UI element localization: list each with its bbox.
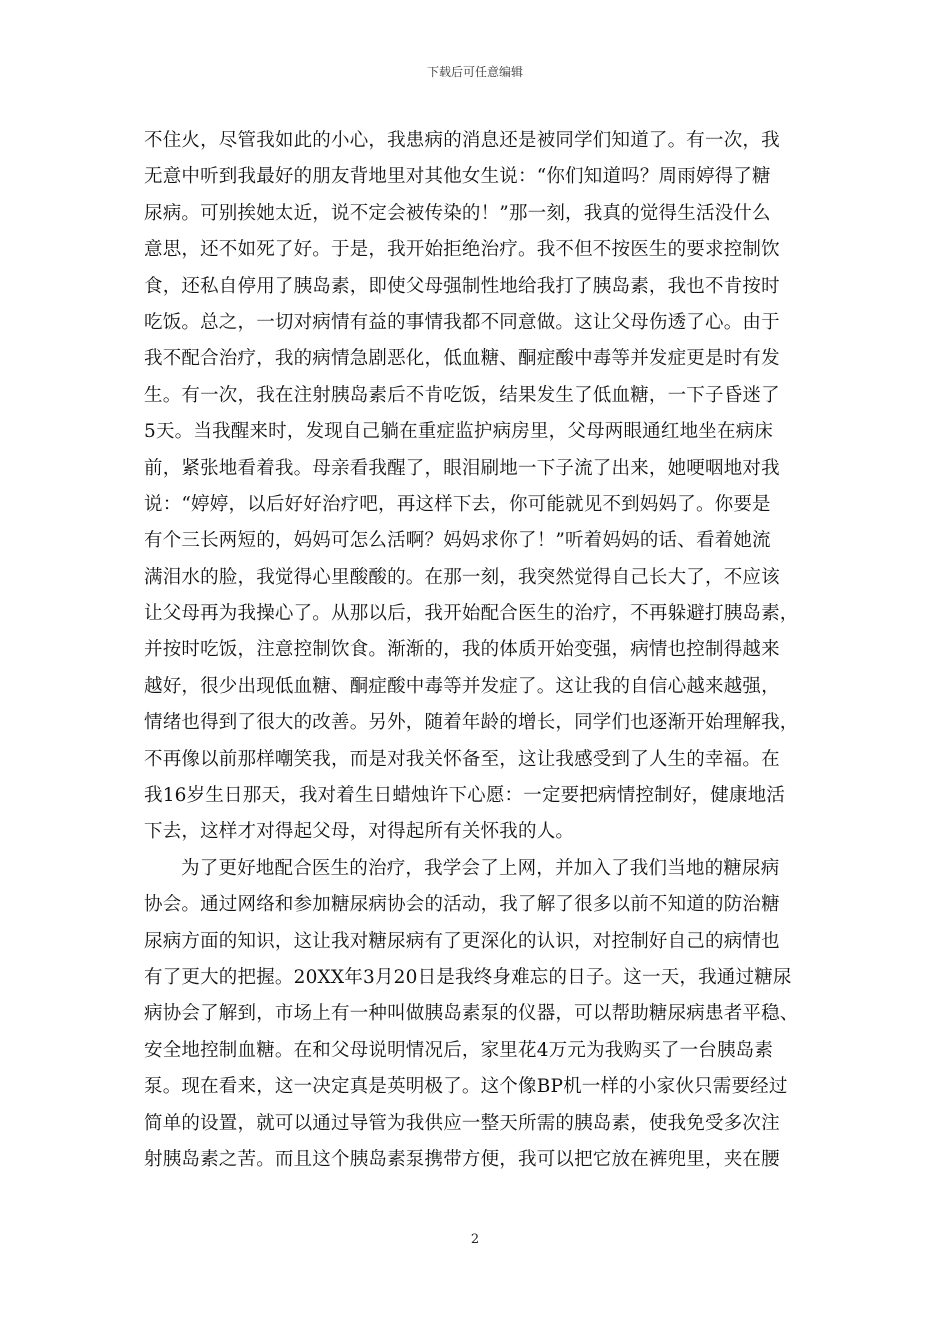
text-line: 满泪水的脸，我觉得心里酸酸的。在那一刻，我突然觉得自己长大了，不应该	[144, 566, 780, 588]
text-line: 情绪也得到了很大的改善。另外，随着年龄的增长，同学们也逐渐开始理解我，	[144, 712, 799, 734]
text-line: 食，还私自停用了胰岛素，即使父母强制性地给我打了胰岛素，我也不肯按时	[144, 275, 780, 297]
text-line: 我16岁生日那天，我对着生日蜡烛许下心愿：一定要把病情控制好，健康地活	[144, 785, 786, 807]
text-line: 意思，还不如死了好。于是，我开始拒绝治疗。我不但不按医生的要求控制饮	[144, 239, 780, 261]
page-number: 2	[470, 1232, 480, 1247]
text-line: 安全地控制血糖。在和父母说明情况后，家里花4万元为我购买了一台胰岛素	[144, 1039, 774, 1061]
text-line: 尿病方面的知识，这让我对糖尿病有了更深化的认识，对控制好自己的病情也	[144, 930, 780, 952]
text-line: 前，紧张地看着我。母亲看我醒了，眼泪刷地一下子流了出来，她哽咽地对我	[144, 457, 780, 479]
text-line: 下去，这样才对得起父母，对得起所有关怀我的人。	[144, 821, 575, 843]
text-line: 生。有一次，我在注射胰岛素后不肯吃饭，结果发生了低血糖，一下子昏迷了	[144, 384, 780, 406]
text-line: 泵。现在看来，这一决定真是英明极了。这个像BP机一样的小家伙只需要经过	[144, 1076, 788, 1098]
text-line: 简单的设置，就可以通过导管为我供应一整天所需的胰岛素，使我免受多次注	[144, 1112, 780, 1134]
text-line: 射胰岛素之苦。而且这个胰岛素泵携带方便，我可以把它放在裤兜里，夹在腰	[144, 1148, 780, 1170]
text-line: 为了更好地配合医生的治疗，我学会了上网，并加入了我们当地的糖尿病	[181, 857, 780, 879]
body-text	[144, 123, 806, 1178]
text-line: 让父母再为我操心了。从那以后，我开始配合医生的治疗，不再躲避打胰岛素，	[144, 603, 799, 625]
text-line: 越好，很少出现低血糖、酮症酸中毒等并发症了。这让我的自信心越来越强，	[144, 675, 780, 697]
text-line: 并按时吃饭，注意控制饮食。渐渐的，我的体质开始变强，病情也控制得越来	[144, 639, 780, 661]
text-line: 无意中听到我最好的朋友背地里对其他女生说：“你们知道吗？周雨婷得了糖	[144, 166, 771, 188]
page-header: 下载后可任意编辑	[426, 65, 523, 79]
text-line: 有个三长两短的，妈妈可怎么活啊？妈妈求你了！”听着妈妈的话、看着她流	[144, 530, 771, 552]
text-line: 吃饭。总之，一切对病情有益的事情我都不同意做。这让父母伤透了心。由于	[144, 311, 780, 333]
text-line: 病协会了解到，市场上有一种叫做胰岛素泵的仪器，可以帮助糖尿病患者平稳、	[144, 1003, 799, 1025]
text-line: 不住火，尽管我如此的小心，我患病的消息还是被同学们知道了。有一次，我	[144, 130, 780, 151]
text-line: 有了更大的把握。20XX年3月20日是我终身难忘的日子。这一天，我通过糖尿	[144, 966, 792, 988]
text-line: 5天。当我醒来时，发现自己躺在重症监护病房里，父母两眼通红地坐在病床	[144, 421, 774, 443]
text-line: 不再像以前那样嘲笑我，而是对我关怀备至，这让我感受到了人生的幸福。在	[144, 748, 780, 770]
text-line: 我不配合治疗，我的病情急剧恶化，低血糖、酮症酸中毒等并发症更是时有发	[144, 348, 780, 370]
text-line: 尿病。可别挨她太近，说不定会被传染的！”那一刻，我真的觉得生活没什么	[144, 202, 771, 224]
text-line: 说：“婷婷，以后好好治疗吧，再这样下去，你可能就见不到妈妈了。你要是	[144, 493, 771, 515]
text-line: 协会。通过网络和参加糖尿病协会的活动，我了解了很多以前不知道的防治糖	[144, 894, 780, 916]
